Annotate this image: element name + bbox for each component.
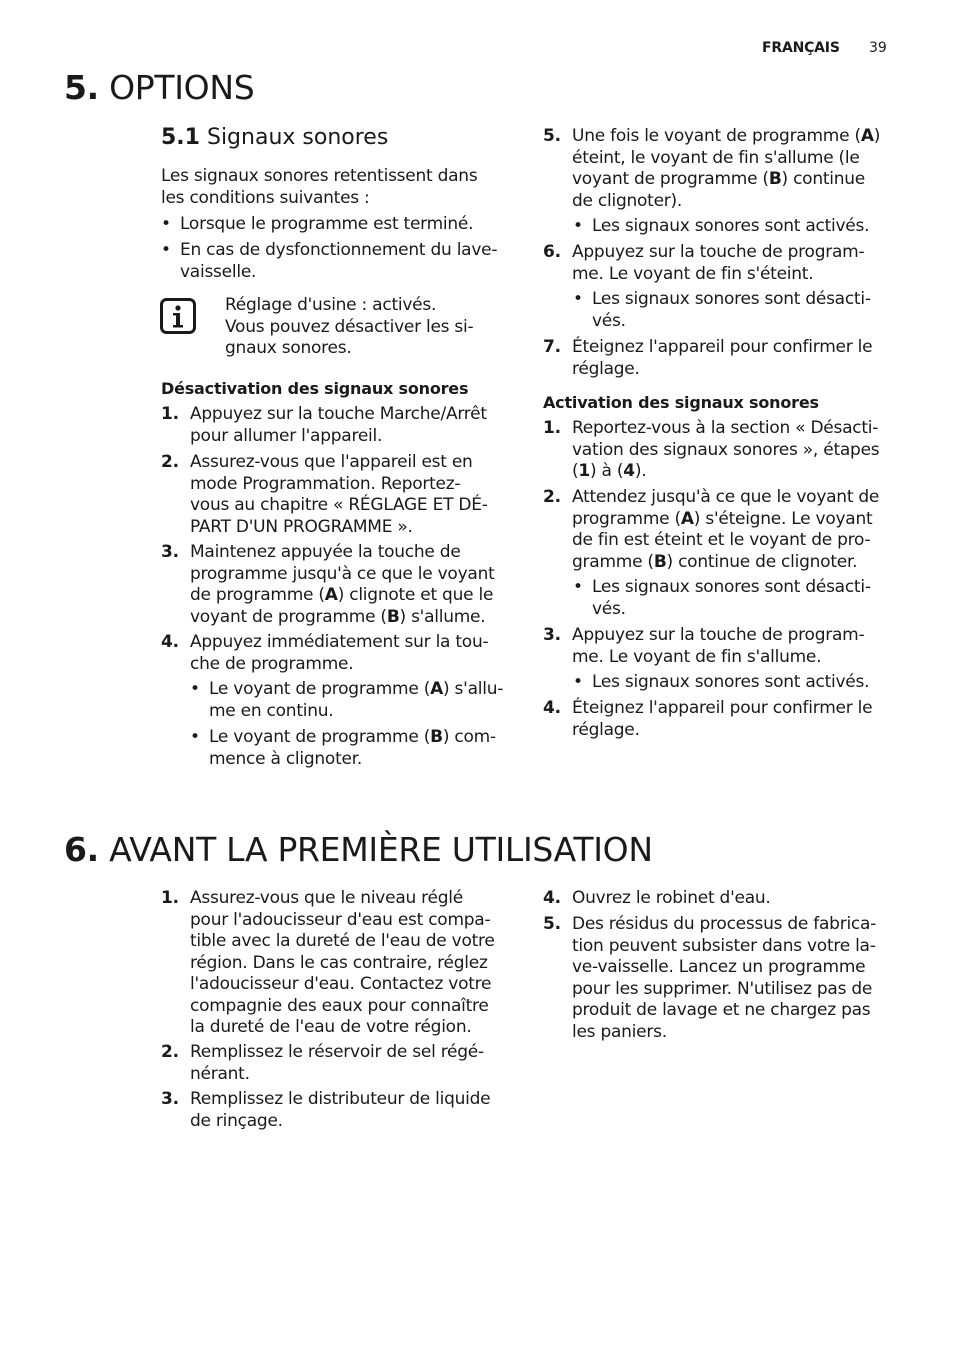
list-item xyxy=(190,727,496,770)
step-text: tible avec la dureté de l'eau de votre xyxy=(190,931,495,951)
bullet-icon: • xyxy=(161,240,171,260)
step-text: Assurez-vous que le niveau réglé xyxy=(190,888,463,908)
step-text: mode Programmation. Reportez- xyxy=(190,473,461,494)
step-number: 4. xyxy=(543,698,561,718)
step-text: Appuyez sur la touche de program- xyxy=(572,242,865,262)
step-text: programme (A) s'éteigne. Le voyant xyxy=(572,508,873,529)
section-5-title: OPTIONS xyxy=(109,68,255,107)
bullet-text: vés. xyxy=(592,310,626,331)
step-number: 1. xyxy=(161,888,179,908)
step-text: réglage. xyxy=(572,358,640,379)
step-text: éteint, le voyant de fin s'allume (le xyxy=(572,147,860,168)
step-text: de clignoter). xyxy=(572,190,683,211)
step-number: 4. xyxy=(543,888,561,908)
step-text: de fin est éteint et le voyant de pro- xyxy=(572,530,871,550)
step-text: (1) à (4). xyxy=(572,461,647,481)
step-text: vous au chapitre « RÉGLAGE ET DÉ- xyxy=(190,495,488,515)
bullet-icon: • xyxy=(190,727,200,747)
info-icon xyxy=(160,298,196,334)
step-text: Éteignez l'appareil pour confirmer le xyxy=(572,698,873,718)
list-item xyxy=(543,487,879,573)
step-text: région. Dans le cas contraire, réglez xyxy=(190,952,488,973)
step-number: 2. xyxy=(543,487,561,507)
list-item xyxy=(161,1089,490,1132)
list-item xyxy=(161,404,487,447)
step-text: me. Le voyant de fin s'allume. xyxy=(572,646,822,667)
step-text: Appuyez sur la touche Marche/Arrêt xyxy=(190,404,487,424)
list-item xyxy=(573,672,869,694)
step-text: pour l'adoucisseur d'eau est compa- xyxy=(190,909,491,930)
step-text: me. Le voyant de fin s'éteint. xyxy=(572,263,814,284)
bullet-text: vés. xyxy=(592,598,626,619)
bullet-text: Lorsque le programme est terminé. xyxy=(180,214,474,234)
step-text: de programme (A) clignote et que le xyxy=(190,585,494,605)
bullet-text: Les signaux sonores sont activés. xyxy=(592,672,870,692)
bullet-icon: • xyxy=(161,214,171,234)
step-text: Ouvrez le robinet d'eau. xyxy=(572,888,771,908)
step-text: Remplissez le réservoir de sel régé- xyxy=(190,1042,484,1062)
bullet-text: En cas de dysfonctionnement du lave- xyxy=(180,240,498,260)
step-text: ve-vaisselle. Lancez un programme xyxy=(572,957,866,977)
bullet-text: Les signaux sonores sont désacti- xyxy=(592,289,871,309)
step-text: la dureté de l'eau de votre région. xyxy=(190,1017,472,1037)
step-text: Éteignez l'appareil pour confirmer le xyxy=(572,337,873,357)
step-text: Des résidus du processus de fabrica- xyxy=(572,914,877,934)
list-item xyxy=(543,126,880,212)
list-item xyxy=(543,914,876,1043)
step-text: Assurez-vous que l'appareil est en xyxy=(190,452,473,472)
bullet-text: Le voyant de programme (A) s'allu- xyxy=(209,679,504,699)
step-text: produit de lavage et ne chargez pas xyxy=(572,1000,871,1020)
info-note xyxy=(225,295,473,360)
subsection-5-1-heading xyxy=(161,125,388,150)
list-item xyxy=(161,240,497,283)
subsection-5-1-number: 5.1 xyxy=(161,125,200,150)
step-text: les paniers. xyxy=(572,1021,667,1042)
list-item xyxy=(161,1042,484,1085)
list-item xyxy=(543,625,864,668)
step-number: 7. xyxy=(543,337,561,357)
list-item xyxy=(190,679,503,722)
list-item xyxy=(543,337,872,380)
list-item xyxy=(573,289,871,332)
step-text: tion peuvent subsister dans votre la- xyxy=(572,935,876,956)
step-number: 1. xyxy=(543,418,561,438)
step-text: compagnie des eaux pour connaître xyxy=(190,995,489,1016)
step-text: pour allumer l'appareil. xyxy=(190,425,383,446)
step-number: 4. xyxy=(161,632,179,652)
activation-heading: Activation des signaux sonores xyxy=(543,393,819,412)
header-language: FRANÇAIS xyxy=(762,40,840,56)
deactivation-heading: Désactivation des signaux sonores xyxy=(161,379,469,398)
step-text: programme jusqu'à ce que le voyant xyxy=(190,563,495,584)
step-number: 6. xyxy=(543,242,561,262)
step-text: pour les supprimer. N'utilisez pas de xyxy=(572,978,873,999)
section-5-heading xyxy=(64,68,254,107)
list-item xyxy=(543,698,872,741)
list-item xyxy=(161,888,495,1039)
step-number: 1. xyxy=(161,404,179,424)
list-item xyxy=(543,242,864,285)
step-text: Remplissez le distributeur de liquide xyxy=(190,1089,491,1109)
step-text: Appuyez immédiatement sur la tou- xyxy=(190,632,489,652)
section-6-title: AVANT LA PREMIÈRE UTILISATION xyxy=(109,830,653,869)
bullet-icon: • xyxy=(573,216,583,236)
step-text: voyant de programme (B) s'allume. xyxy=(190,606,486,627)
list-item xyxy=(161,542,495,628)
bullet-text: Les signaux sonores sont désacti- xyxy=(592,577,871,597)
step-text: Maintenez appuyée la touche de xyxy=(190,542,461,562)
list-item xyxy=(573,577,871,620)
intro-line: les conditions suivantes : xyxy=(161,187,370,208)
step-text: vation des signaux sonores », étapes xyxy=(572,439,880,460)
step-text: che de programme. xyxy=(190,653,354,674)
info-line: Réglage d'usine : activés. xyxy=(225,295,437,315)
section-6-heading xyxy=(64,830,653,869)
bullet-text: Les signaux sonores sont activés. xyxy=(592,216,870,236)
info-line: gnaux sonores. xyxy=(225,338,352,358)
step-text: voyant de programme (B) continue xyxy=(572,169,865,189)
bullet-icon: • xyxy=(190,679,200,699)
step-number: 2. xyxy=(161,452,179,472)
step-text: nérant. xyxy=(190,1063,250,1084)
list-item xyxy=(161,452,488,538)
step-number: 3. xyxy=(543,625,561,645)
step-text: PART D'UN PROGRAMME ». xyxy=(190,516,413,537)
page-number: 39 xyxy=(869,40,887,56)
list-item xyxy=(543,888,771,910)
step-text: Appuyez sur la touche de program- xyxy=(572,625,865,645)
section-5-number: 5. xyxy=(64,68,99,107)
subsection-5-1-title: Signaux sonores xyxy=(206,125,389,150)
step-number: 5. xyxy=(543,914,561,934)
intro-paragraph xyxy=(161,166,477,209)
step-number: 3. xyxy=(161,542,179,562)
step-text: de rinçage. xyxy=(190,1110,283,1131)
bullet-text: mence à clignoter. xyxy=(209,748,363,769)
bullet-text: me en continu. xyxy=(209,700,334,721)
bullet-icon: • xyxy=(573,289,583,309)
step-number: 5. xyxy=(543,126,561,146)
list-item xyxy=(573,216,869,238)
step-number: 2. xyxy=(161,1042,179,1062)
section-6-number: 6. xyxy=(64,830,99,869)
info-line: Vous pouvez désactiver les si- xyxy=(225,316,474,337)
list-item xyxy=(161,632,488,675)
bullet-text: vaisselle. xyxy=(180,261,257,282)
list-item xyxy=(161,214,473,236)
step-text: Reportez-vous à la section « Désacti- xyxy=(572,418,879,438)
step-text: l'adoucisseur d'eau. Contactez votre xyxy=(190,974,492,994)
step-text: Une fois le voyant de programme (A) xyxy=(572,126,881,146)
list-item xyxy=(543,418,879,483)
step-text: réglage. xyxy=(572,719,640,740)
step-text: Attendez jusqu'à ce que le voyant de xyxy=(572,487,880,507)
step-text: gramme (B) continue de clignoter. xyxy=(572,551,858,572)
intro-line: Les signaux sonores retentissent dans xyxy=(161,166,478,186)
bullet-text: Le voyant de programme (B) com- xyxy=(209,727,496,747)
step-number: 3. xyxy=(161,1089,179,1109)
bullet-icon: • xyxy=(573,672,583,692)
bullet-icon: • xyxy=(573,577,583,597)
